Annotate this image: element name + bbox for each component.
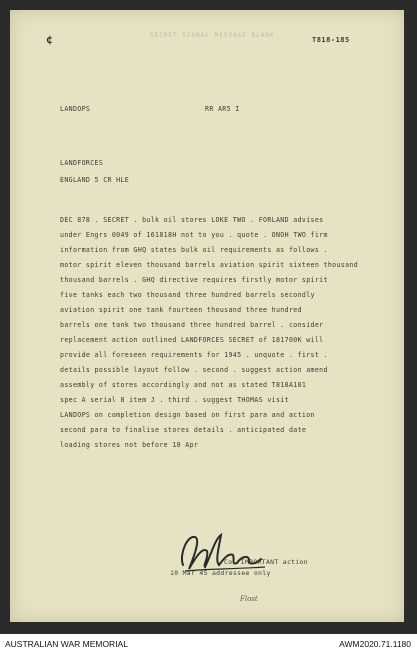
faint-letterhead: SECRET SIGNAL MESSAGE BLANK (150, 32, 275, 39)
body-line: loading stores not before 10 Apr (60, 441, 199, 449)
body-line: assembly of stores accordingly and not as stated T818A101 (60, 381, 307, 389)
signature-note-2: 10 Mar 45 addressee only (170, 569, 271, 577)
signature-note-1: Col IMPORTANT action (224, 558, 308, 566)
handwritten-note: Flost (240, 595, 258, 603)
archive-name: AUSTRALIAN WAR MEMORIAL (5, 639, 128, 649)
corner-mark: ¢ (46, 33, 53, 46)
reference-number: T818-185 (312, 36, 350, 44)
body-line: spec A serial 8 item J . third . suggest THOMAS visit (60, 396, 289, 404)
body-line: under Engrs 0049 of 161818H not to you . quote . ONOH TWO firm (60, 231, 328, 239)
accession-number: AWM2020.71.1180 (339, 639, 411, 649)
addressee: LANDOPS (60, 105, 91, 113)
body-line: motor spirit eleven thousand barrels aviation spirit sixteen thousand (60, 261, 359, 269)
body-line: LANDOPS on completion design based on first para and action (60, 411, 315, 419)
body-line: aviation spirit one tank fourteen thousand three hundred (60, 306, 302, 314)
body-line: details possible layout follow . second . suggest action amend (60, 366, 328, 374)
body-line: information from GHQ states bulk oil requirements as follows . (60, 246, 328, 254)
date-code: RR AR5 I (205, 105, 240, 113)
archive-footer (0, 634, 417, 653)
body-line: replacement action outlined LANDFORCES SECRET of 181700K will (60, 336, 324, 344)
to-line-1: LANDFORCES (60, 159, 104, 167)
body-line: thousand barrels . GHQ directive requires firstly motor spirit (60, 276, 328, 284)
to-line-2: ENGLAND 5 CR HLE (60, 176, 130, 184)
body-line: barrels one tank two thousand three hundred barrel . consider (60, 321, 324, 329)
body-line: five tanks each two thousand three hundred barrels secondly (60, 291, 315, 299)
body-line: second para to finalise stores details . anticipated date (60, 426, 307, 434)
body-line: DEC 878 . SECRET . bulk oil stores LOKE TWO . FORLAND advises (60, 216, 324, 224)
paper-page (10, 10, 404, 622)
body-line: provide all foreseen requirements for 1945 . unquote . first . (60, 351, 328, 359)
